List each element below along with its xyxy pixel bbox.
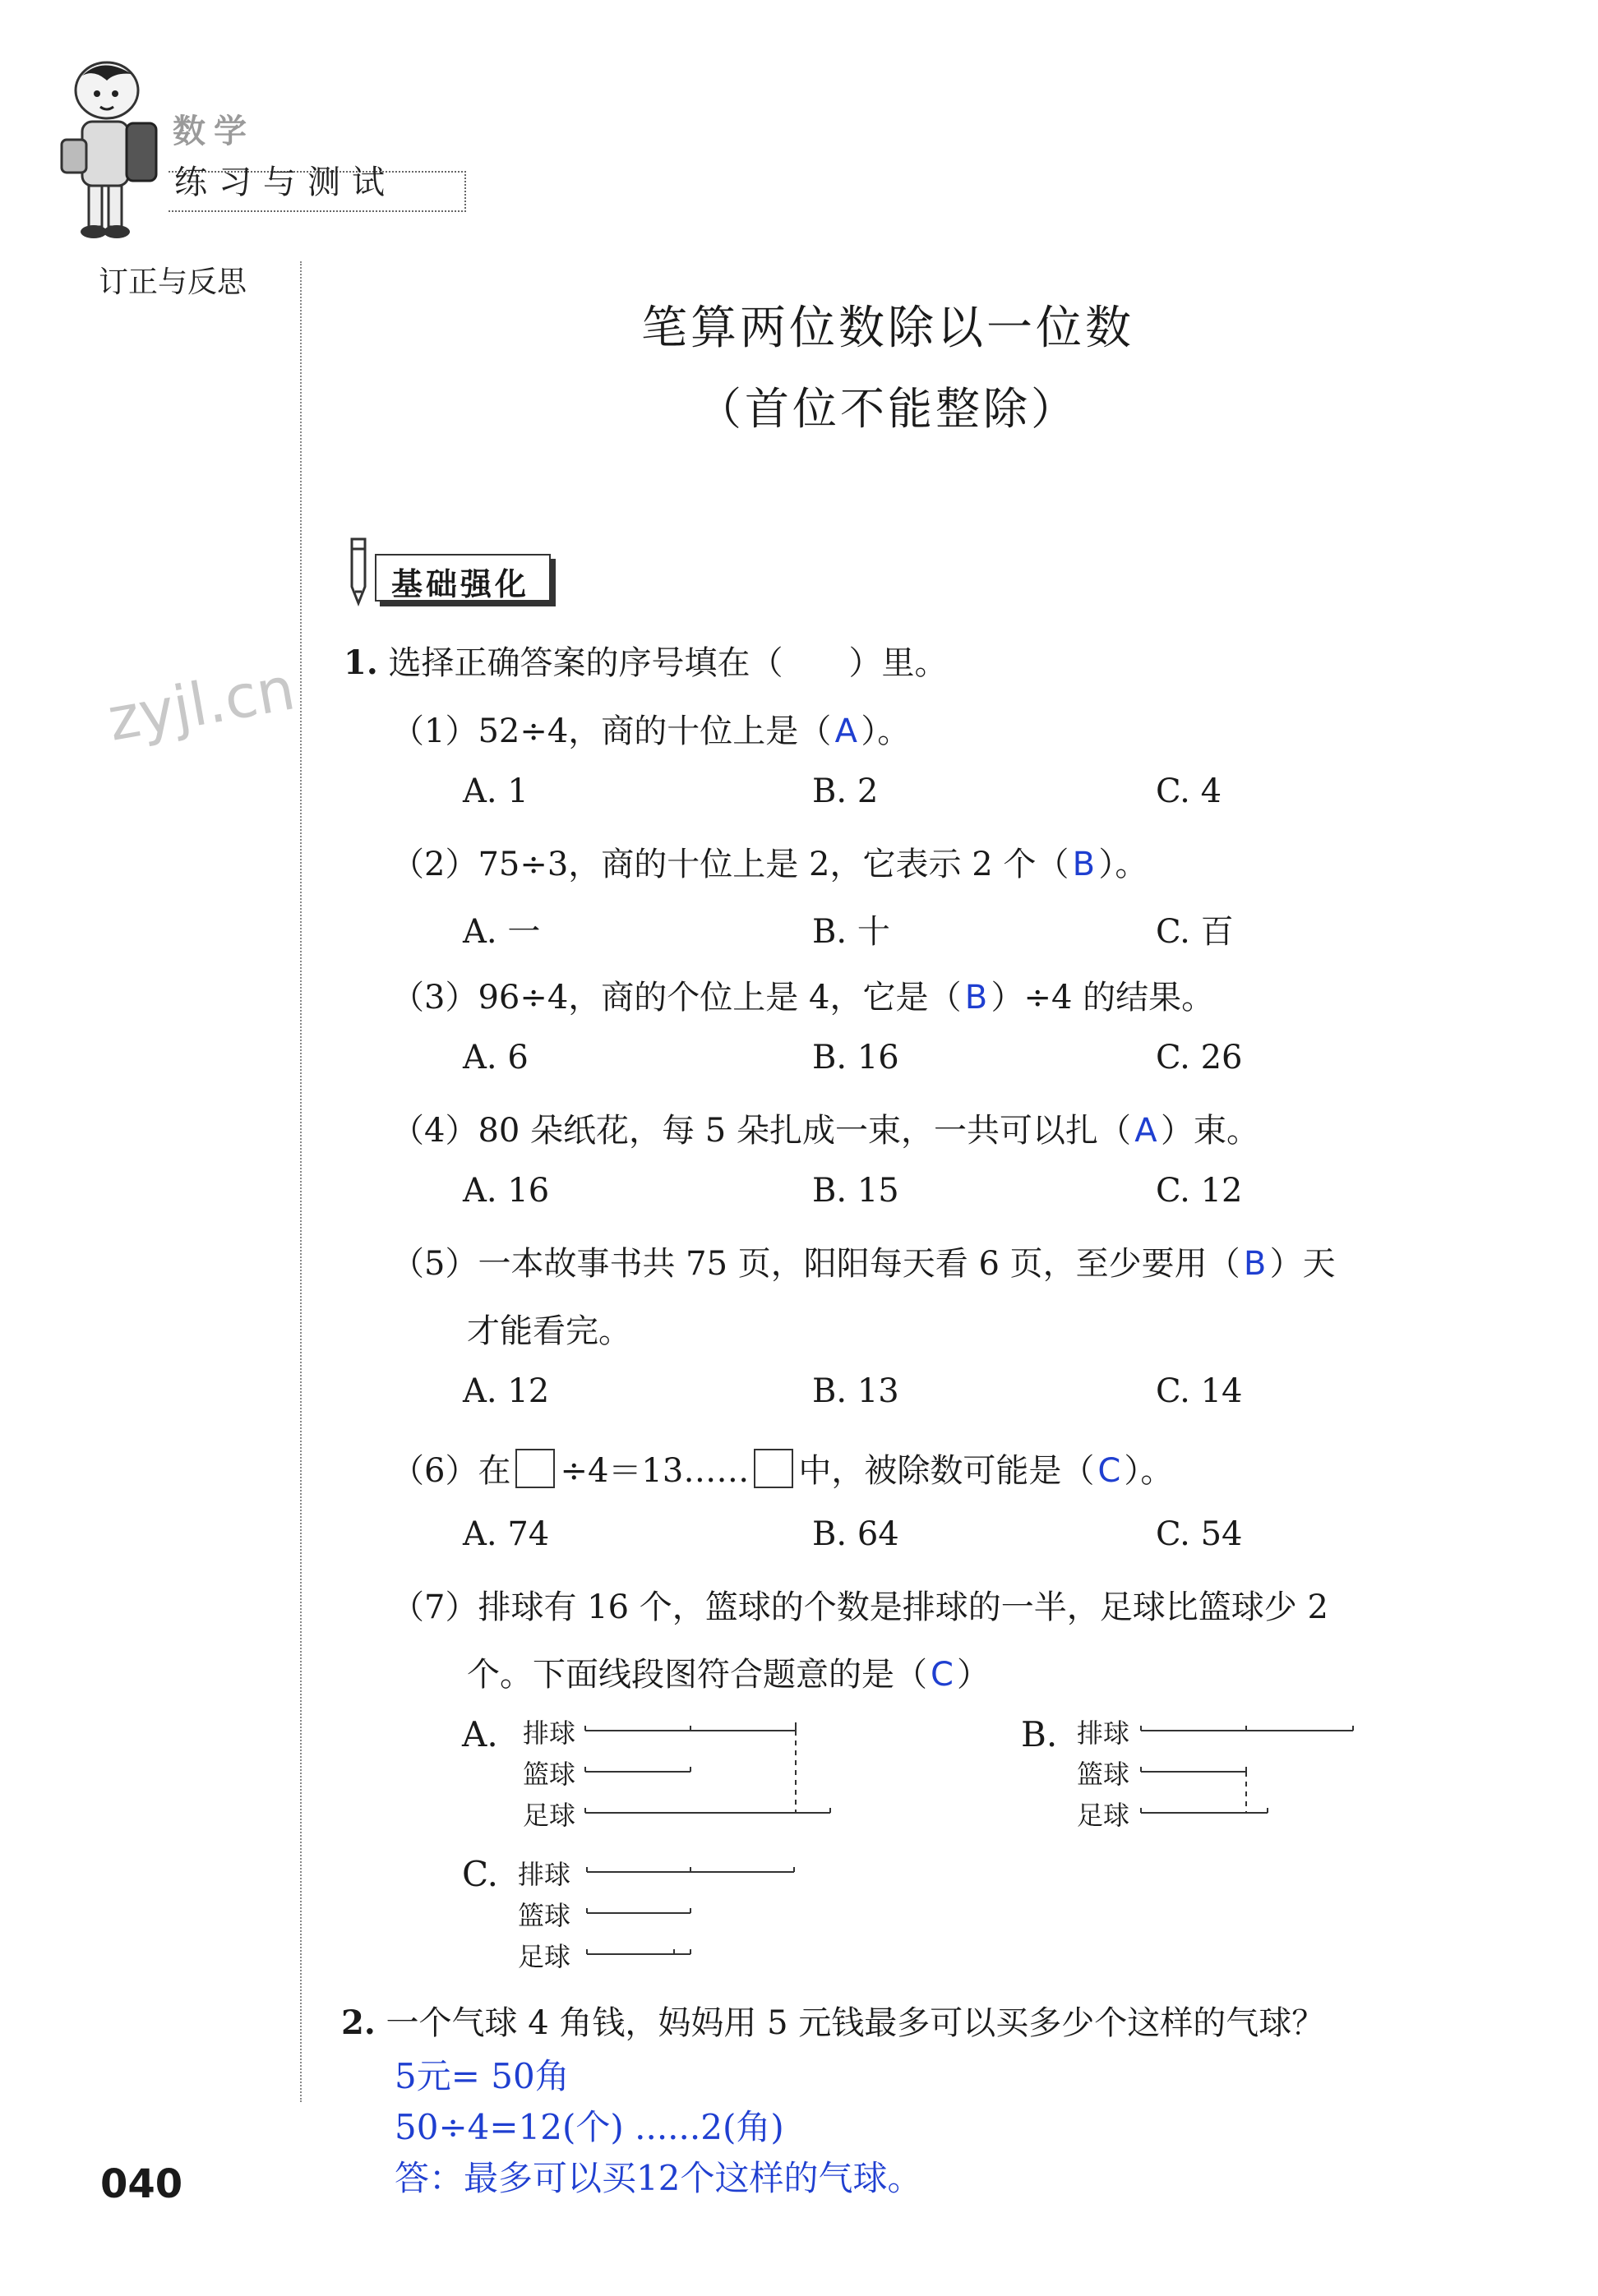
blank-box bbox=[754, 1449, 793, 1488]
option-c: C. 百 bbox=[1156, 913, 1234, 951]
diagram-b-label-football: 足球 bbox=[1077, 1800, 1130, 1831]
q1-item-2 bbox=[391, 838, 1148, 885]
q1-item-1 bbox=[391, 705, 910, 752]
work-line-1: 5元= 50角 bbox=[395, 2056, 570, 2096]
item-text: 个。下面线段图符合题意的是（ bbox=[467, 1656, 927, 1694]
item-text: （4）80 朵纸花，每 5 朵扎成一束，一共可以扎（ bbox=[391, 1112, 1131, 1150]
answer-value: B bbox=[1243, 1245, 1267, 1283]
diagram-a-label-basketball: 篮球 bbox=[523, 1759, 576, 1790]
option-b: B. 16 bbox=[812, 1039, 899, 1077]
blank-box bbox=[515, 1449, 555, 1488]
q1-item-5-line2: 才能看完。 bbox=[467, 1312, 631, 1350]
question-2-stem bbox=[341, 1997, 1324, 2044]
item-text: ）。 bbox=[861, 712, 911, 750]
answer-value: A bbox=[834, 712, 857, 750]
book-title: 练习与测试 bbox=[174, 164, 396, 201]
diagram-b-segments bbox=[1139, 1714, 1361, 1837]
option-b: B. 2 bbox=[812, 772, 879, 810]
diagram-a-segments bbox=[584, 1714, 838, 1837]
item-text: ）天 bbox=[1269, 1245, 1336, 1283]
option-b: B. 64 bbox=[812, 1515, 899, 1553]
question-text: 选择正确答案的序号填在（ ）里。 bbox=[388, 644, 948, 682]
answer-value: C bbox=[931, 1656, 954, 1694]
item-text: （3）96÷4，商的个位上是 4，它是（ bbox=[391, 979, 962, 1017]
option-a: A. 74 bbox=[463, 1515, 550, 1553]
question-text: 一个气球 4 角钱，妈妈用 5 元钱最多可以买多少个这样的气球？ bbox=[386, 2004, 1325, 2042]
q1-item-6 bbox=[391, 1445, 1173, 1491]
option-a: A. 12 bbox=[463, 1372, 550, 1410]
subject-label: 数学 bbox=[173, 113, 255, 150]
option-c: C. 26 bbox=[1156, 1039, 1243, 1077]
option-b: B. 15 bbox=[812, 1172, 899, 1210]
section-tag bbox=[342, 534, 556, 608]
diagram-c-label-football: 足球 bbox=[518, 1941, 571, 1972]
q1-item-7-line2 bbox=[467, 1648, 990, 1695]
diagram-b-letter: B. bbox=[1021, 1714, 1058, 1754]
work-answer: 答：最多可以买12个这样的气球。 bbox=[395, 2158, 922, 2198]
page-subtitle: （首位不能整除） bbox=[697, 383, 1078, 435]
q1-item-4 bbox=[391, 1104, 1259, 1151]
option-c: C. 12 bbox=[1156, 1172, 1243, 1210]
item-text: （5）一本故事书共 75 页，阳阳每天看 6 页，至少要用（ bbox=[391, 1245, 1240, 1283]
answer-value: A bbox=[1134, 1112, 1157, 1150]
diagram-c-label-basketball: 篮球 bbox=[518, 1900, 571, 1931]
question-number: 1. bbox=[344, 643, 378, 682]
diagram-b-label-volleyball: 排球 bbox=[1077, 1717, 1130, 1749]
option-c: C. 54 bbox=[1156, 1515, 1243, 1553]
item-text: ）÷4 的结果。 bbox=[991, 979, 1215, 1017]
item-text: （1）52÷4，商的十位上是（ bbox=[391, 712, 832, 750]
page-title: 笔算两位数除以一位数 bbox=[641, 302, 1134, 355]
item-text: （2）75÷3，商的十位上是 2，它表示 2 个（ bbox=[391, 846, 1069, 883]
diagram-c-segments bbox=[585, 1856, 799, 1979]
diagram-a-label-football: 足球 bbox=[523, 1800, 576, 1831]
boy-mascot-icon bbox=[58, 58, 181, 247]
diagram-c-label-volleyball: 排球 bbox=[518, 1859, 571, 1890]
answer-value: B bbox=[1072, 846, 1096, 883]
question-1-stem bbox=[344, 637, 947, 684]
diagram-a-letter: A. bbox=[462, 1714, 498, 1754]
option-a: A. 1 bbox=[463, 772, 529, 810]
option-a: A. 6 bbox=[463, 1039, 529, 1077]
pencil-icon bbox=[342, 534, 375, 608]
item-text: ） bbox=[957, 1656, 990, 1694]
q1-item-3 bbox=[391, 971, 1214, 1018]
item-text: ）束。 bbox=[1160, 1112, 1259, 1150]
item-text: ）。 bbox=[1098, 846, 1148, 883]
item-text: 中，被除数可能是（ bbox=[798, 1452, 1095, 1490]
item-text: ÷4＝13…… bbox=[560, 1452, 750, 1490]
section-label: 基础强化 bbox=[391, 566, 530, 602]
question-number: 2. bbox=[341, 2003, 376, 2042]
page-number: 040 bbox=[100, 2161, 183, 2207]
diagram-b-label-basketball: 篮球 bbox=[1077, 1759, 1130, 1790]
diagram-c-letter: C. bbox=[462, 1854, 498, 1894]
answer-value: B bbox=[964, 979, 988, 1017]
sidebar-divider bbox=[300, 261, 302, 2102]
option-b: B. 十 bbox=[812, 913, 890, 951]
option-c: C. 14 bbox=[1156, 1372, 1243, 1410]
item-text: （6）在 bbox=[391, 1452, 511, 1490]
option-a: A. 一 bbox=[463, 913, 541, 951]
answer-value: C bbox=[1097, 1452, 1121, 1490]
sidebar-label: 订正与反思 bbox=[99, 265, 247, 299]
q1-item-7: （7）排球有 16 个，篮球的个数是排球的一半，足球比篮球少 2 bbox=[391, 1588, 1328, 1626]
option-c: C. 4 bbox=[1156, 772, 1222, 810]
work-line-2: 50÷4=12(个) ......2(角) bbox=[395, 2107, 784, 2147]
option-a: A. 16 bbox=[463, 1172, 550, 1210]
option-b: B. 13 bbox=[812, 1372, 899, 1410]
item-text: ）。 bbox=[1124, 1452, 1174, 1490]
q1-item-5 bbox=[391, 1238, 1336, 1284]
watermark: zyjl.cn bbox=[103, 653, 300, 754]
diagram-a-label-volleyball: 排球 bbox=[523, 1717, 576, 1749]
